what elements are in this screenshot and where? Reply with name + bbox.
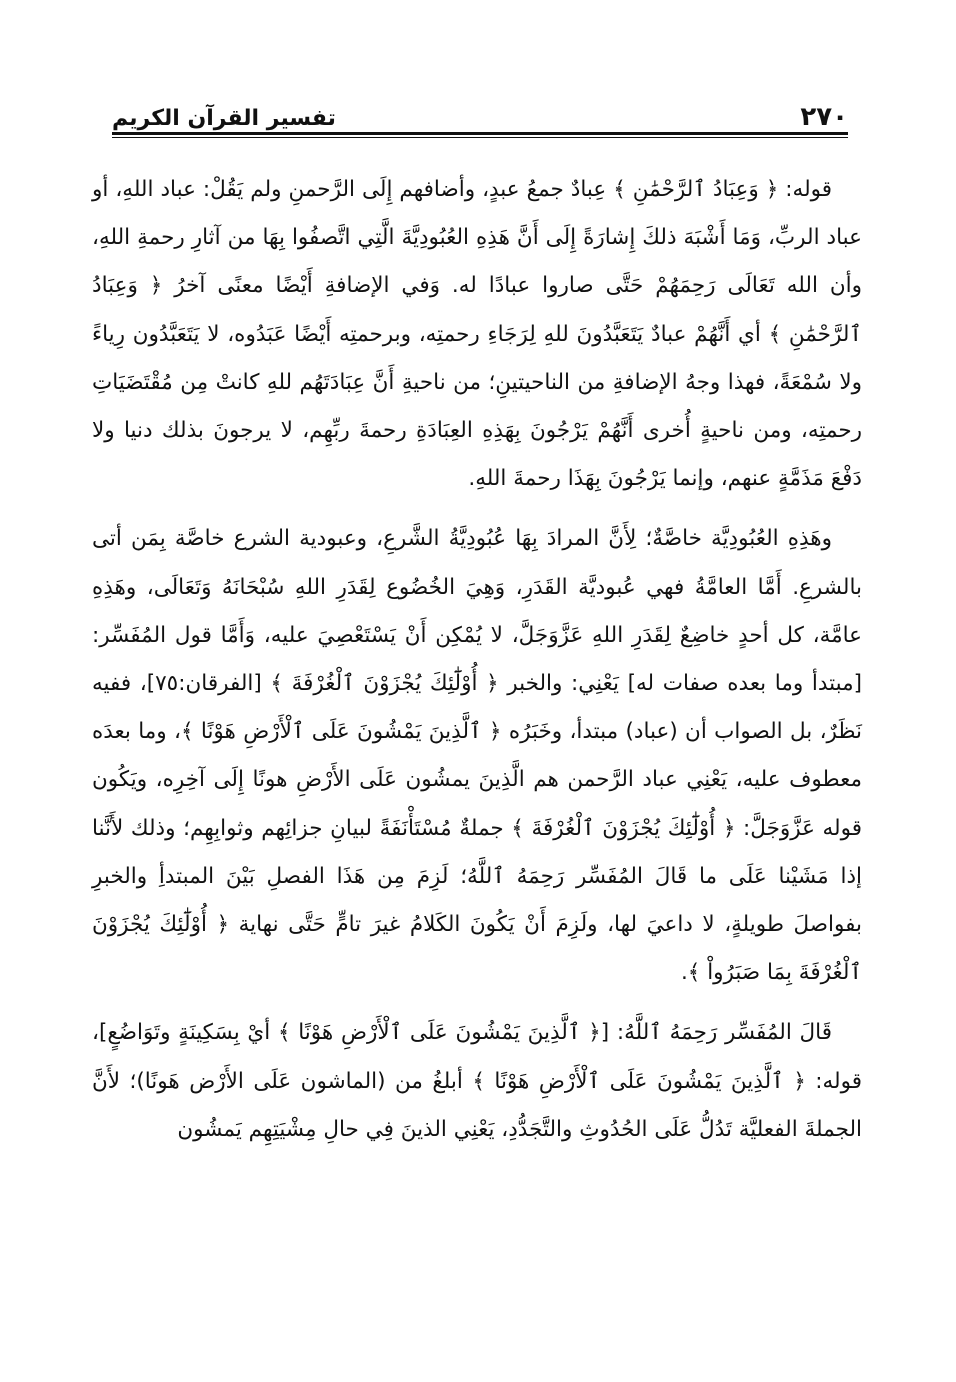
page-number: ٢٧٠ xyxy=(800,102,848,132)
body-text xyxy=(92,166,862,1154)
header-rule xyxy=(112,132,848,135)
paragraph-1: قوله: ﴿ وَعِبَادُ ٱلرَّحْمَٰنِ ﴾ عِبادٌ جمعُ عبدٍ، وأضافهم إِلَى الرَّحمنِ ولم يَقُلْ: عباد اللهِ، أو عباد الربِّ، وَمَا أَشْبَهَ ذلكَ إِشارَةً إِلَى أَنَّ هَذِهِ العُبُودِيَّةَ الَّتِي اتَّصفُوا بِهَا من آثارِ رحمةِ اللهِ، وأن الله تَعَالَى رَحِمَهُمْ حَتَّى صاروا عبادًا له. وَفي الإضافةِ أَيْضًا معنًى آخرُ ﴿ وَعِبَادُ ٱلرَّحْمَٰنِ ﴾ أي أَنَّهُمْ عبادٌ يَتَعَبَّدُونَ للهِ لِرَجَاءِ رحمتِه، وبرحمتِه أَيْضًا عَبَدُوه، لا يَتَعَبَّدُون رِياءً ولا سُمْعَةً، فهذا وجهُ الإضافةِ من الناحيتينِ؛ من ناحيةِ أَنَّ عِبَادَتَهُم للهِ كانتْ مِن مُقْتَضَيَاتِ رحمتِه، ومن ناحيةٍ أُخرى أَنَّهُمْ يَرْجُونَ بِهَذِهِ العِبَادَةِ رحمةَ ربِّهِم، لا يرجونَ بذلك دنيا ولا دَفْعَ مَذَمَّةٍ عنهم، وإنما يَرْجُونَ بِهَذَا رحمةَ اللهِ. xyxy=(92,177,862,492)
page-header xyxy=(112,96,848,130)
header-rule-thin xyxy=(112,137,848,138)
paragraph-2: وهَذِهِ العُبُودِيَّة خاصَّةٌ؛ لِأَنَّ المرادَ بِهَا عُبُودِيَّةُ الشَّرعِ، وعبودية الشرع خاصَّة بِمَن أتى بالشرعِ. أَمَّا العامَّةُ فهي عُبوديَّة القَدَرِ، وَهِيَ الخُضُوع لِقَدَرِ اللهِ سُبْحَانَهُ وَتَعَالَى، وهَذِهِ عامَّة، كل أحدٍ خاضِعٌ لِقَدَرِ اللهِ عَزَّوَجَلَّ، لا يُمْكِن أَنْ يَسْتَعْصِيَ عليه، وَأَمَّا قول المُفَسِّر: [مبتدأ وما بعده صفات له] يَعْنِي: والخبر ﴿ أُوْلَٰٓئِكَ يُجْزَوْنَ ٱلْغُرْفَةَ ﴾ [الفرقان:٧٥]، ففيه نَظَرٌ، بل الصواب أن (عباد) مبتدأ، وخَبَرُه ﴿ ٱلَّذِينَ يَمْشُونَ عَلَى ٱلْأَرْضِ هَوْنًا ﴾، وما بعدَه معطوف عليه، يَعْنِي عباد الرَّحمن هم الَّذِينَ يمشُون عَلَى الأَرْضِ هونًا إِلَى آخِرِه، ويَكُون قوله عَزَّوَجَلَّ: ﴿ أُوْلَٰٓئِكَ يُجْزَوْنَ ٱلْغُرْفَةَ ﴾ جملةٌ مُسْتَأْنَفَةً لبيانِ جزائِهم وثوابِهِم؛ وذلك لأَنَّنا إذا مَشَيْنا عَلَى ما قَالَ المُفَسِّر رَحِمَهُ ٱللَّهُ؛ لَزِمَ مِن هَذَا الفصلِ بَيْنَ المبتدأِ والخبرِ بفواصلَ طويلةٍ، لا داعيَ لها، ولَزِمَ أَنْ يَكُونَ الكَلامُ غيرَ تامٍّ حَتَّى نهاية ﴿ أُوْلَٰٓئِكَ يُجْزَوْنَ ٱلْغُرْفَةَ بِمَا صَبَرُواْ ﴾. xyxy=(92,526,862,986)
book-title: تفسير القرآن الكريم xyxy=(112,106,336,131)
paragraph-3: قَالَ المُفَسِّر رَحِمَهُ ٱللَّهُ: [﴿ ٱلَّذِينَ يَمْشُونَ عَلَى ٱلْأَرْضِ هَوْنًا ﴾ أيْ بِسَكِينَةٍ وتَوَاضُعٍ]، قوله: ﴿ ٱلَّذِينَ يَمْشُونَ عَلَى ٱلْأَرْضِ هَوْنًا ﴾ أبلغُ من (الماشون عَلَى الأَرْض هَونًا)؛ لأَنَّ الجملةَ الفعليَّة تَدُلُّ عَلَى الحُدُوثِ والتَّجَدُّدِ، يَعْنِي الذينَ فِي حالِ مِشْيَتِهِم يَمشُون xyxy=(92,1020,862,1142)
